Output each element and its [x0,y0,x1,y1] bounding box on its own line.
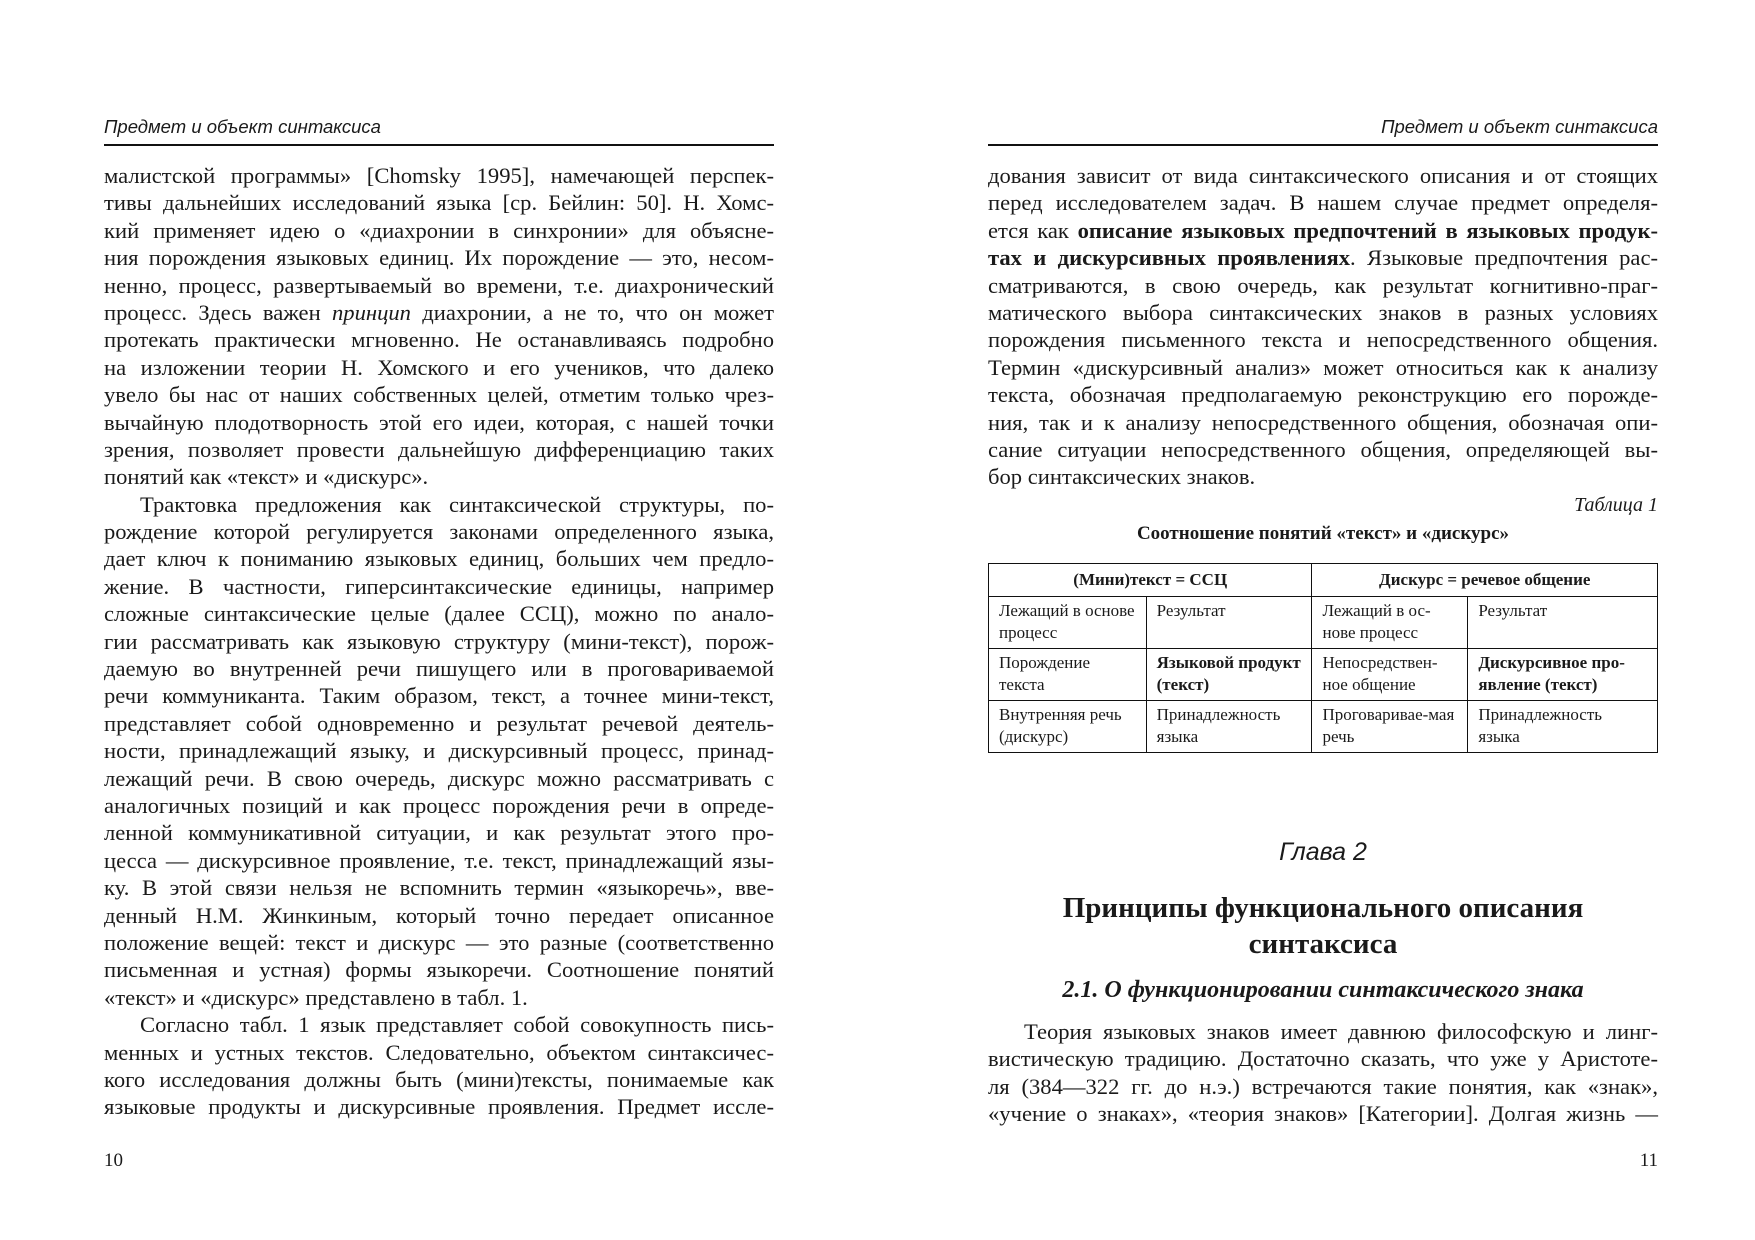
text-line: Термин «дискурсивный анализ» может относиться как к анализу [988,354,1658,380]
table-cell: Результат [1146,596,1312,648]
text-line: ности, принадлежащий языку, и дискурсивный процесс, принад- [104,738,774,764]
body-text [988,1018,1658,1128]
text-line: ется как описание языковых предпочтений в языковых продук- [988,217,1659,243]
text-line: речи коммуниканта. Таким образом, текст, а точнее мини-текст, [104,683,774,709]
text-line: аналогичных позиций и как процесс порождения речи в опреде- [104,792,774,818]
table-header-row [989,563,1658,596]
comparison-table [988,563,1658,753]
text-line: цесса — дискурсивное проявление, т.е. текст, принадлежащий язы- [104,847,774,873]
text-line: языковые продукты и дискурсивные проявления. Предмет иссле- [104,1094,774,1120]
table-caption: Таблица 1 [1574,493,1658,516]
text-line: даемую во внутренней речи пишущего или в проговариваемой [104,656,774,682]
text-line: на изложении теории Н. Хомского и его учеников, что далеко [104,354,774,380]
text-line: Теория языковых знаков имеет давнюю философскую и линг- [1024,1019,1658,1044]
text-line: ля (384—322 гг. до н.э.) встречаются такие понятия, как «знак», [988,1073,1658,1099]
table-header-cell: (Мини)текст = ССЦ [989,563,1312,596]
chapter-label: Глава 2 [1279,838,1367,866]
text-line: понятий как «текст» и «дискурс». [104,464,429,490]
text-line: гии рассматривать как языковую структуру (мини-текст), порож- [104,628,774,654]
table-cell: Принадлежность языка [1468,700,1658,752]
table-row [989,596,1658,648]
text-line: порождения письменного текста и непосредственного общения. [988,327,1658,353]
left-page [104,0,774,1240]
text-line: протекать практически мгновенно. Не останавливаясь подробно [104,327,774,353]
text-line: сматриваются, в свою очередь, как результат когнитивно-праг- [988,272,1658,298]
text-line: лежащий речи. В свою очередь, дискурс можно рассматривать с [104,765,774,791]
page-number: 10 [104,1150,123,1171]
text-line: «учение о знаках», «теория знаков» [Категории]. Долгая жизнь — [988,1101,1658,1127]
right-page [988,0,1658,1240]
table-cell: Дискурсивное про-явление (текст) [1468,648,1658,700]
table-cell: Лежащий в основе процесс [989,596,1147,648]
page-number: 11 [1639,1150,1658,1171]
text-line: вистическую традицию. Достаточно сказать, что уже у Аристоте- [988,1046,1658,1072]
text-line: тах и дискурсивных проявлениях. Языковые предпочтения рас- [988,245,1658,271]
text-line: ленной коммуникативной ситуации, и как результат этого про- [104,820,774,846]
table-cell: Непосредствен-ное общение [1312,648,1468,700]
table-cell: Принадлежность языка [1146,700,1312,752]
text-line: вычайную плодотворность этой его идеи, которая, с нашей точки [104,409,774,435]
text-line: Согласно табл. 1 язык представляет собой совокупность пись- [140,1012,774,1038]
text-line: ния порождения языковых единиц. Их порождение — это, несом- [104,245,774,271]
text-line: ненно, процесс, развертываемый во времени, т.е. диахронический [104,272,774,298]
table-cell: Языковой продукт (текст) [1146,648,1312,700]
text-line: дает ключ к пониманию языковых единиц, больших чем предло- [104,546,774,572]
table-title: Соотношение понятий «текст» и «дискурс» [1136,522,1510,544]
text-line: денный Н.М. Жинкиным, который точно передает описанное [104,902,774,928]
text-line: менных и устных текстов. Следовательно, объектом синтаксичес- [104,1039,774,1065]
running-head: Предмет и объект синтаксиса [104,116,774,146]
text-line: «текст» и «дискурс» представлено в табл. 1. [104,984,528,1010]
section-title: 2.1. О функционировании синтаксического знака [1062,977,1584,1003]
chapter-title-line: Принципы функционального описания [1062,892,1584,924]
text-line: представляет собой одновременно и результат речевой деятель- [104,710,774,736]
table-row [989,700,1658,752]
text-line: сание ситуации непосредственного общения, определяющей вы- [988,436,1658,462]
body-text [104,162,774,1121]
table-cell: Лежащий в ос-нове процесс [1312,596,1468,648]
running-head: Предмет и объект синтаксиса [988,116,1658,146]
text-line: тивы дальнейших исследований языка [ср. Бейлин: 50]. Н. Хомс- [104,190,774,216]
table-header-cell: Дискурс = речевое общение [1312,563,1658,596]
body-text [988,162,1658,753]
text-line: Трактовка предложения как синтаксической структуры, по- [140,491,774,517]
text-line: дования зависит от вида синтаксического описания и от стоящих [988,163,1658,188]
table-cell: Проговаривае-мая речь [1312,700,1468,752]
text-line: ния, так и к анализу непосредственного общения, обозначая опи- [988,409,1658,435]
text-line: зрения, позволяет провести дальнейшую дифференциацию таких [104,436,774,462]
table-cell: Порождение текста [989,648,1147,700]
text-line: письменная и устная) формы языкоречи. Соотношение понятий [104,957,774,983]
text-line: положение вещей: текст и дискурс — это разные (соответственно [104,929,774,955]
text-line: рождение которой регулируется законами определенного языка, [104,519,774,545]
text-line: ку. В этой связи нельзя не вспомнить термин «языкоречь», вве- [104,875,774,901]
text-line: матического выбора синтаксических знаков в разных условиях [988,299,1658,325]
text-line: текста, обозначая предполагаемую реконструкцию его порожде- [988,382,1658,408]
text-line: сложные синтаксические целые (далее ССЦ), можно по анало- [104,601,774,627]
table-cell: Результат [1468,596,1658,648]
table-row [989,648,1658,700]
text-line: малистской программы» [Chomsky 1995], намечающей перспек- [104,163,774,188]
text-line: процесс. Здесь важен принцип диахронии, а не то, что он может [104,299,774,325]
text-line: кий применяет идею о «диахронии в синхронии» для объясне- [104,217,774,243]
table-cell: Внутренняя речь (дискурс) [989,700,1147,752]
chapter-title-line: синтаксиса [1248,928,1398,960]
text-line: кого исследования должны быть (мини)тексты, понимаемые как [104,1066,774,1092]
text-line: перед исследователем задач. В нашем случае предмет определя- [988,190,1658,216]
chapter-title [988,890,1658,962]
text-line: жение. В частности, гиперсинтаксические единицы, например [104,573,774,599]
text-line: бор синтаксических знаков. [988,464,1256,490]
text-line: увело бы нас от наших собственных целей, отметим только чрез- [104,382,774,408]
